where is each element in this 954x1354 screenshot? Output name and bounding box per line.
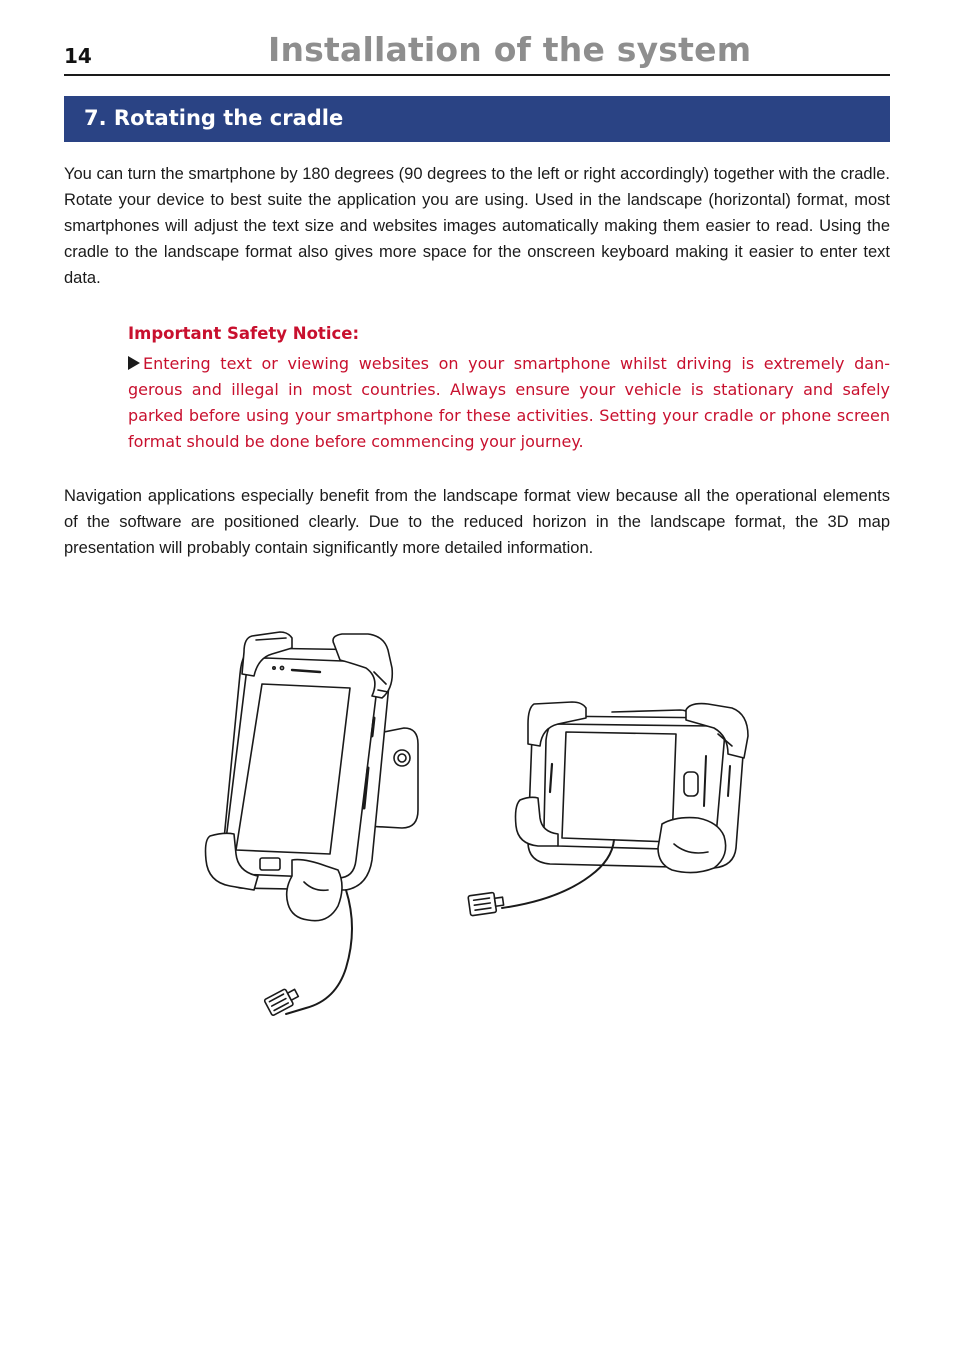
intro-paragraph: You can turn the smartphone by 180 degrees (90 degrees to the left or right accordingly) together with the cradle. Rotate your device to best suite the application you are using. Used in the landscape (horizontal) format, most smartphones will adjust the text size and websites images automatically making them easier to read. Using the cradle to the landscape format also gives more space for the onscreen keyboard making it easier to enter text data. <box>64 165 890 287</box>
portrait-cradle-illustration <box>196 628 428 1038</box>
landscape-cradle-illustration <box>462 696 752 928</box>
safety-notice-title: Important Safety Notice: <box>128 324 360 343</box>
page-title: Installation of the system <box>268 30 752 69</box>
safety-notice-body: Entering text or viewing websites on your smartphone whilst driving is extremely dan-gerous and illegal in most countries. Always ensure your vehicle is stationary and safely parked before using your smartphone for these activities. Setting your cradle or phone screen format should be done before commencing your journey. <box>128 354 890 451</box>
safety-notice <box>128 321 890 455</box>
safety-notice-text <box>128 351 890 455</box>
section-heading-bar <box>64 96 890 142</box>
bullet-arrow-icon <box>128 356 140 370</box>
page-number: 14 <box>64 44 92 68</box>
page-header <box>64 28 890 76</box>
navigation-paragraph: Navigation applications especially benefit from the landscape format view because all the operational elements of the software are positioned clearly. Due to the reduced horizon in the landscape format, the 3D map presentation will probably contain significantly more detailed information. <box>64 487 890 557</box>
section-title: 7. Rotating the cradle <box>84 106 344 130</box>
